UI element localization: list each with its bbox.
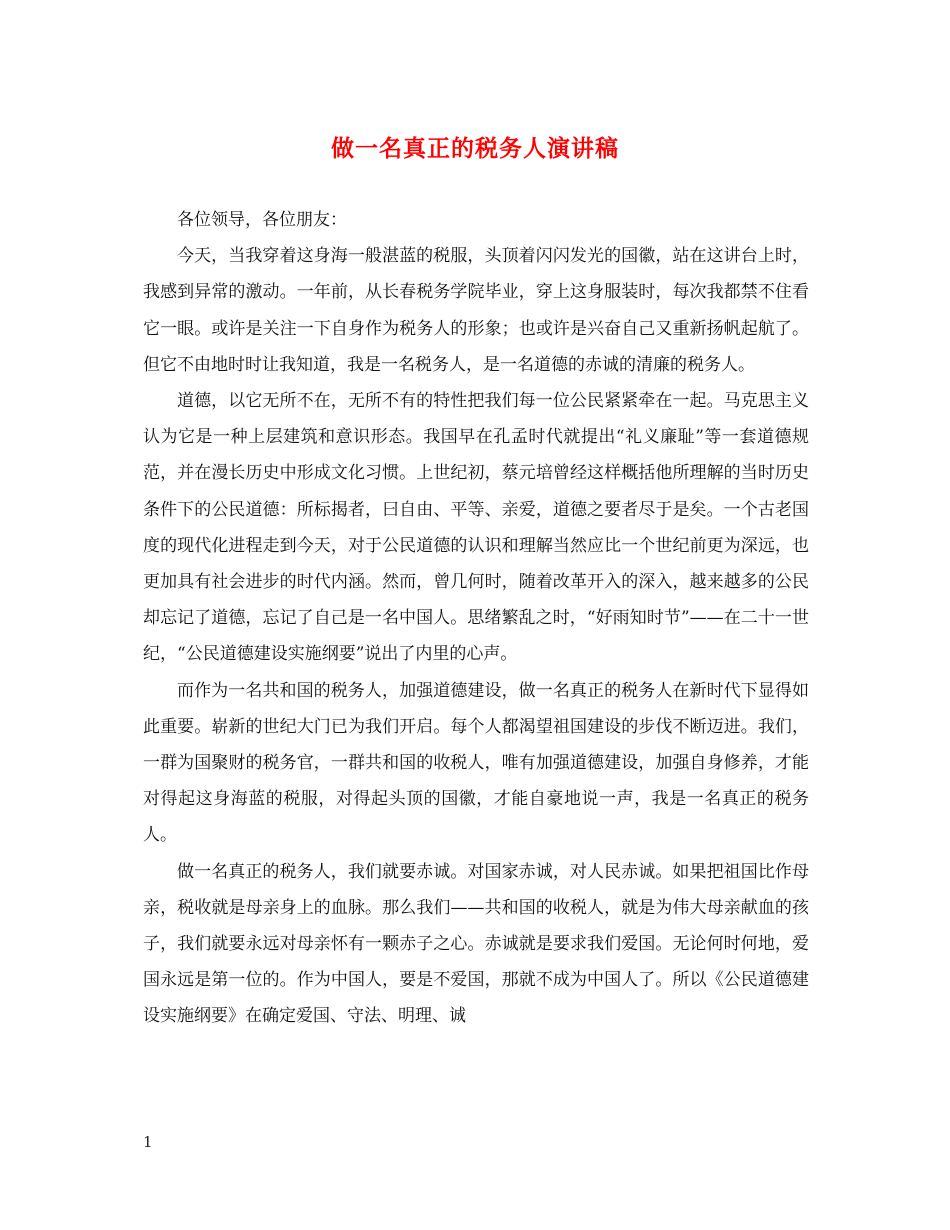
body-paragraph: 今天，当我穿着这身海一般湛蓝的税服，头顶着闪闪发光的国徽，站在这讲台上时，我感到异常的激动。一年前，从长春税务学院毕业，穿上这身服装时，每次我都禁不住看它一眼。或许是关注一下自身作为税务人的形象；也或许是兴奋自己又重新扬帆起航了。但它不由地时时让我知道，我是一名税务人，是一名道德的赤诚的清廉的税务人。 xyxy=(143,246,809,375)
salutation-paragraph: 各位领导，各位朋友： xyxy=(177,210,347,230)
page-number: 1 xyxy=(143,1133,153,1151)
body-paragraph: 而作为一名共和国的税务人，加强道德建设，做一名真正的税务人在新时代下显得如此重要。崭新的世纪大门已为我们开启。每个人都渴望祖国建设的步伐不断迈进。我们，一群为国聚财的税务官，一群共和国的收税人，唯有加强道德建设，加强自身修养，才能对得起这身海蓝的税服，对得起头顶的国徽，才能自豪地说一声，我是一名真正的税务人。 xyxy=(143,680,809,846)
body-paragraph: 做一名真正的税务人，我们就要赤诚。对国家赤诚，对人民赤诚。如果把祖国比作母亲，税收就是母亲身上的血脉。那么我们——共和国的收税人，就是为伟大母亲献血的孩子，我们就要永远对母亲怀有一颗赤子之心。赤诚就是要求我们爱国。无论何时何地，爱国永远是第一位的。作为中国人，要是不爱国，那就不成为中国人了。所以《公民道德建设实施纲要》在确定爱国、守法、明理、诚 xyxy=(143,861,809,1027)
body-paragraph: 道德，以它无所不在，无所不有的特性把我们每一位公民紧紧牵在一起。马克思主义认为它是一种上层建筑和意识形态。我国早在孔孟时代就提出“礼义廉耻”等一套道德规范，并在漫长历史中形成文化习惯。上世纪初，蔡元培曾经这样概括他所理解的当时历史条件下的公民道德：所标揭者，曰自由、平等、亲爱，道德之要者尽于是矣。一个古老国度的现代化进程走到今天，对于公民道德的认识和理解当然应比一个世纪前更为深远，也更加具有社会进步的时代内涵。然而，曾几何时，随着改革开入的深入，越来越多的公民却忘记了道德，忘记了自己是一名中国人。思绪繁乱之时，“好雨知时节”——在二十一世纪，“公民道德建设实施纲要”说出了内里的心声。 xyxy=(143,391,809,665)
document-title: 做一名真正的税务人演讲稿 xyxy=(331,135,619,162)
document-body xyxy=(143,202,809,1035)
